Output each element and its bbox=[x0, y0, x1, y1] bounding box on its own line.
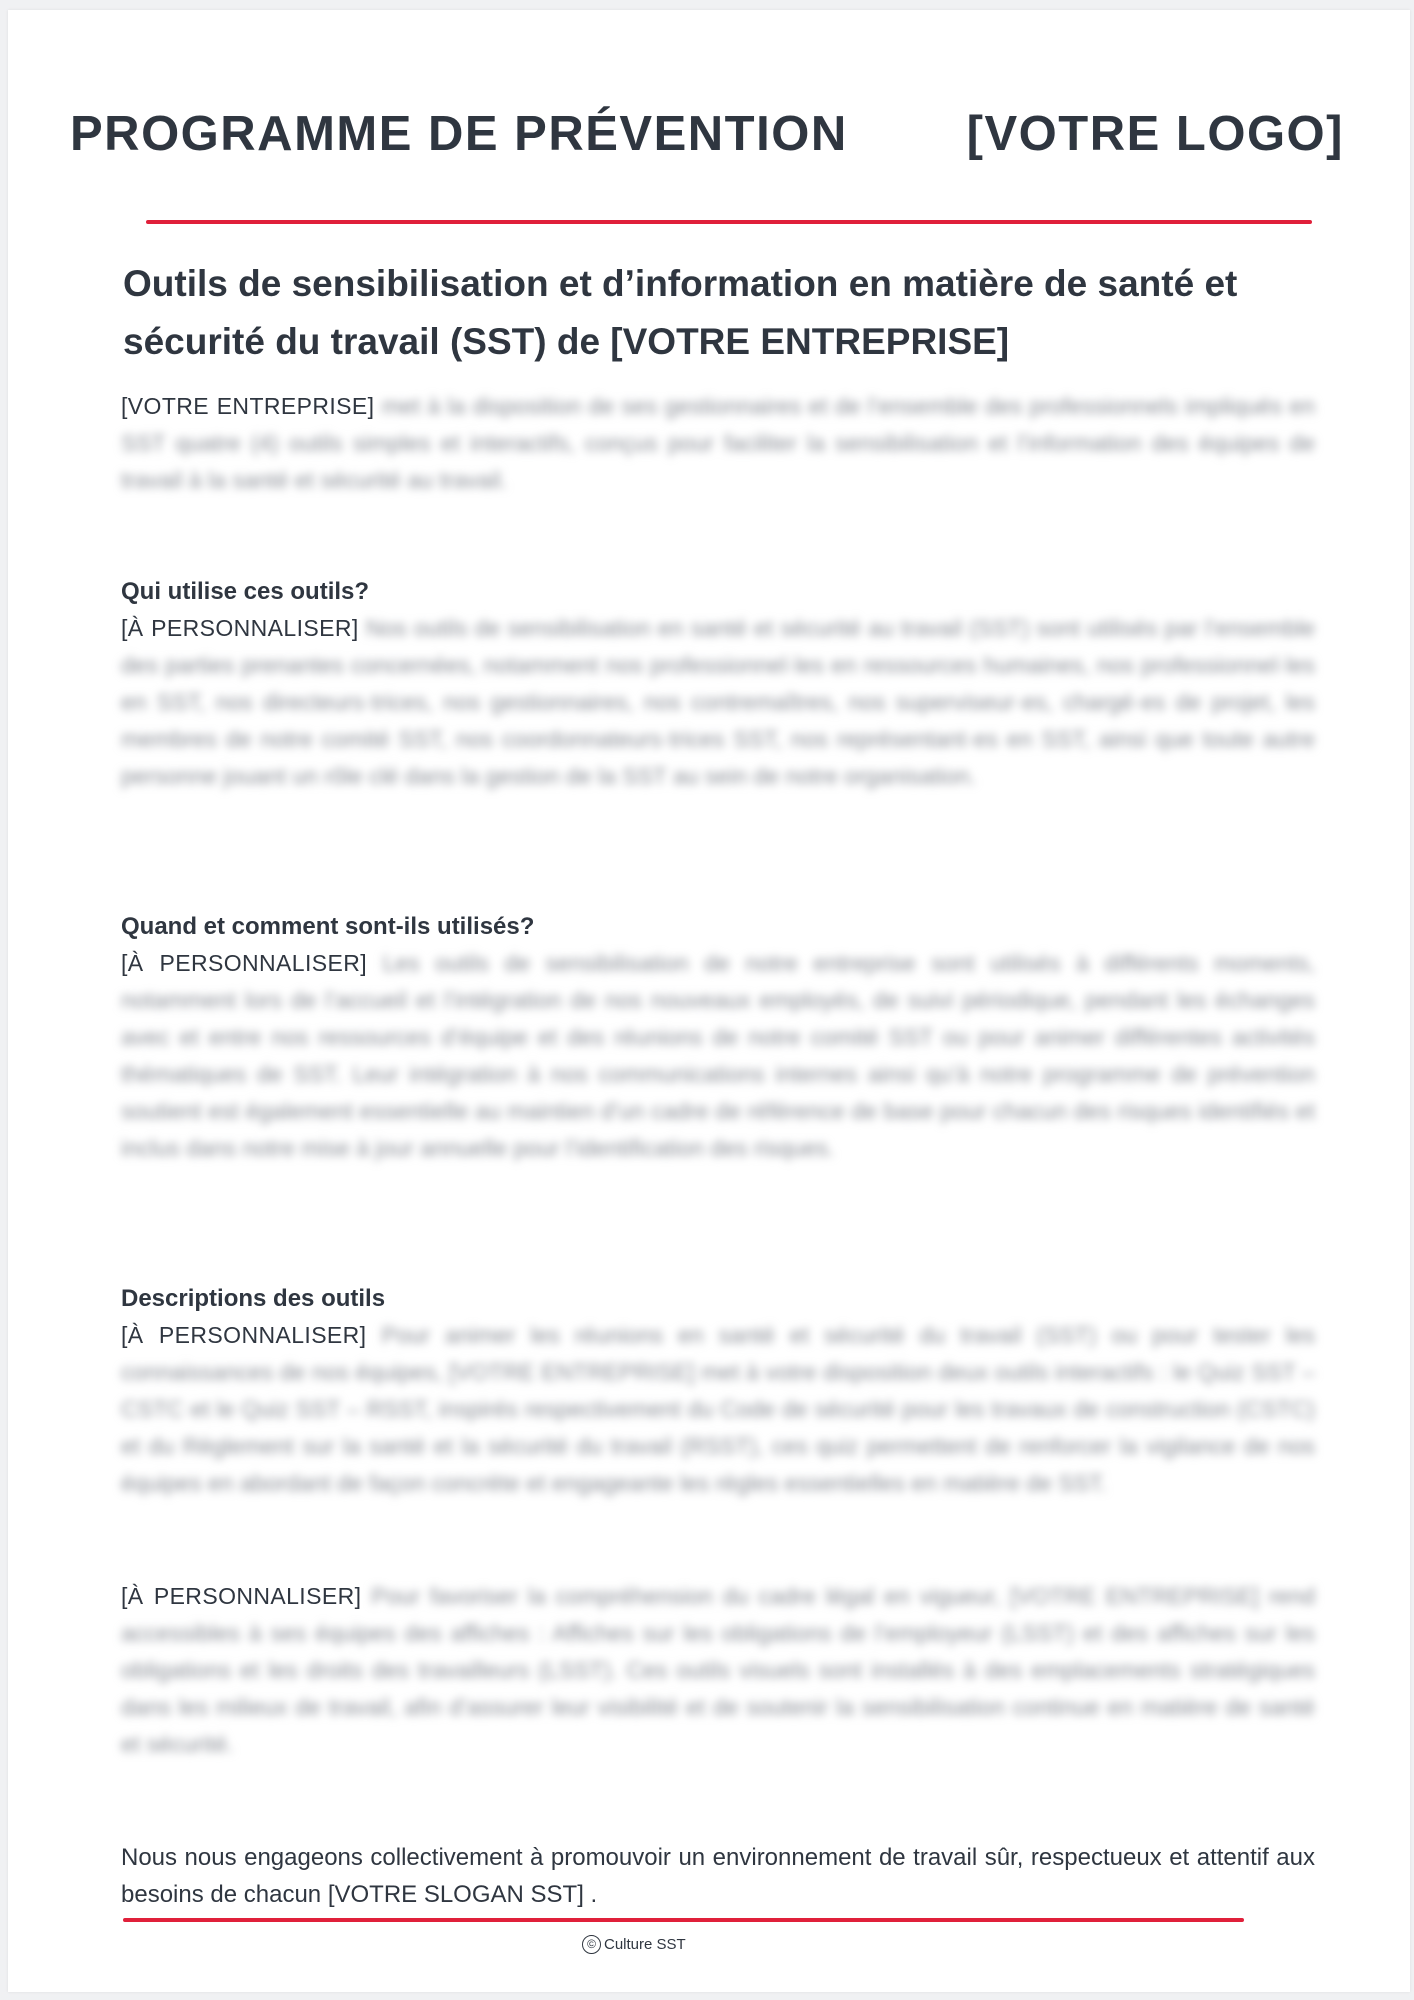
document-title: Outils de sensibilisation et d’information en matière de santé et sécurité du travail (SST) de [VOTRE ENTREPRISE] bbox=[123, 263, 1238, 362]
section-text-blurred: Nos outils de sensibilisation en santé et sécurité au travail (SST) sont utilisés par l’ensemble des parties prenantes concernées, notamment nos professionnel·les en ressources humaines, nos professionnel·les en SST, nos directeurs·trices, nos gestionnaires, nos contremaîtres, nos superviseur·es, chargé·es de projet, les membres de notre comité SST, nos coordonnateurs·trices SST, nos représentant·es en SST, ainsi que toute autre personne jouant un rôle clé dans la gestion de la SST au sein de notre organisation. bbox=[121, 615, 1316, 789]
section-lead: [À PERSONNALISER] bbox=[121, 1583, 362, 1609]
intro-paragraph bbox=[121, 388, 1315, 499]
section-who bbox=[121, 573, 1315, 795]
section-heading: Quand et comment sont-ils utilisés? bbox=[121, 913, 535, 940]
document-page bbox=[8, 10, 1410, 1992]
footer-brand: Culture SST bbox=[604, 1936, 686, 1953]
section-lead: [À PERSONNALISER] bbox=[121, 1322, 367, 1348]
program-title: PROGRAMME DE PRÉVENTION bbox=[70, 107, 848, 161]
intro-text-blurred: met à la disposition de ses gestionnaires et de l’ensemble des professionnels impliqués en SST quatre (4) outils simples et interactifs, conçus pour faciliter la sensibilisation et l’information des équipes de travail à la santé et sécurité au travail. bbox=[121, 393, 1316, 493]
section-paragraph bbox=[121, 610, 1315, 795]
intro-lead: [VOTRE ENTREPRISE] bbox=[121, 393, 375, 419]
section-posters bbox=[121, 1578, 1315, 1763]
section-lead: [À PERSONNALISER] bbox=[121, 950, 368, 976]
section-text-blurred: Pour animer les réunions en santé et sécurité du travail (SST) ou pour tester les connaissances de nos équipes, [VOTRE ENTREPRISE] met à votre disposition deux outils interactifs : le Quiz SST – CSTC et le Quiz SST – RSST, inspirés respectivement du Code de sécurité pour les travaux de construction (CSTC) et du Règlement sur la santé et la sécurité du travail (RSST), ces quiz permettent de renforcer la vigilance de nos équipes en abordant de façon concrète et engageante les règles essentielles en matière de SST. bbox=[121, 1322, 1315, 1496]
section-text-blurred: Pour favoriser la compréhension du cadre légal en vigueur, [VOTRE ENTREPRISE] rend accessibles à ses équipes des affiches : Affiches sur les obligations de l’employeur (LSST) et des affiches sur les obligations et les droits des travailleurs (LSST). Ces outils visuels sont installés à des emplacements stratégiques dans les milieux de travail, afin d’assurer leur visibilité et de soutenir la sensibilisation continue en matière de santé et sécurité. bbox=[121, 1583, 1315, 1757]
footer-credit bbox=[582, 1935, 686, 1954]
section-text-blurred: Les outils de sensibilisation de notre entreprise sont utilisés à différents moments, notamment lors de l’accueil et l’intégration de nos nouveaux employés, de suivi périodique, pendant les échanges avec et entre nos ressources d’équipe et des réunions de notre comité SST ou pour animer différentes activités thématiques de SST. Leur intégration à nos communications internes ainsi qu’à notre programme de prévention soutient est également essentielle au maintien d’un cadre de référence de base pour chacun des risques identifiés et inclus dans notre mise à jour annuelle pour l’identification des risques. bbox=[121, 950, 1316, 1161]
copyright-icon: © bbox=[582, 1935, 601, 1954]
top-divider bbox=[146, 220, 1312, 224]
logo-placeholder: [VOTRE LOGO] bbox=[966, 107, 1344, 161]
section-when-how bbox=[121, 908, 1315, 1167]
section-descriptions bbox=[121, 1280, 1315, 1502]
bottom-divider bbox=[123, 1918, 1244, 1922]
section-paragraph bbox=[121, 1578, 1315, 1763]
intro-block bbox=[121, 388, 1315, 499]
closing-statement: Nous nous engageons collectivement à promouvoir un environnement de travail sûr, respectueux et attentif aux besoins de chacun [VOTRE SLOGAN SST] . bbox=[121, 1844, 1315, 1908]
closing-block bbox=[121, 1839, 1315, 1913]
section-paragraph bbox=[121, 1317, 1315, 1502]
section-heading: Qui utilise ces outils? bbox=[121, 578, 370, 605]
section-paragraph bbox=[121, 945, 1315, 1167]
section-lead: [À PERSONNALISER] bbox=[121, 615, 359, 641]
section-heading: Descriptions des outils bbox=[121, 1285, 386, 1312]
